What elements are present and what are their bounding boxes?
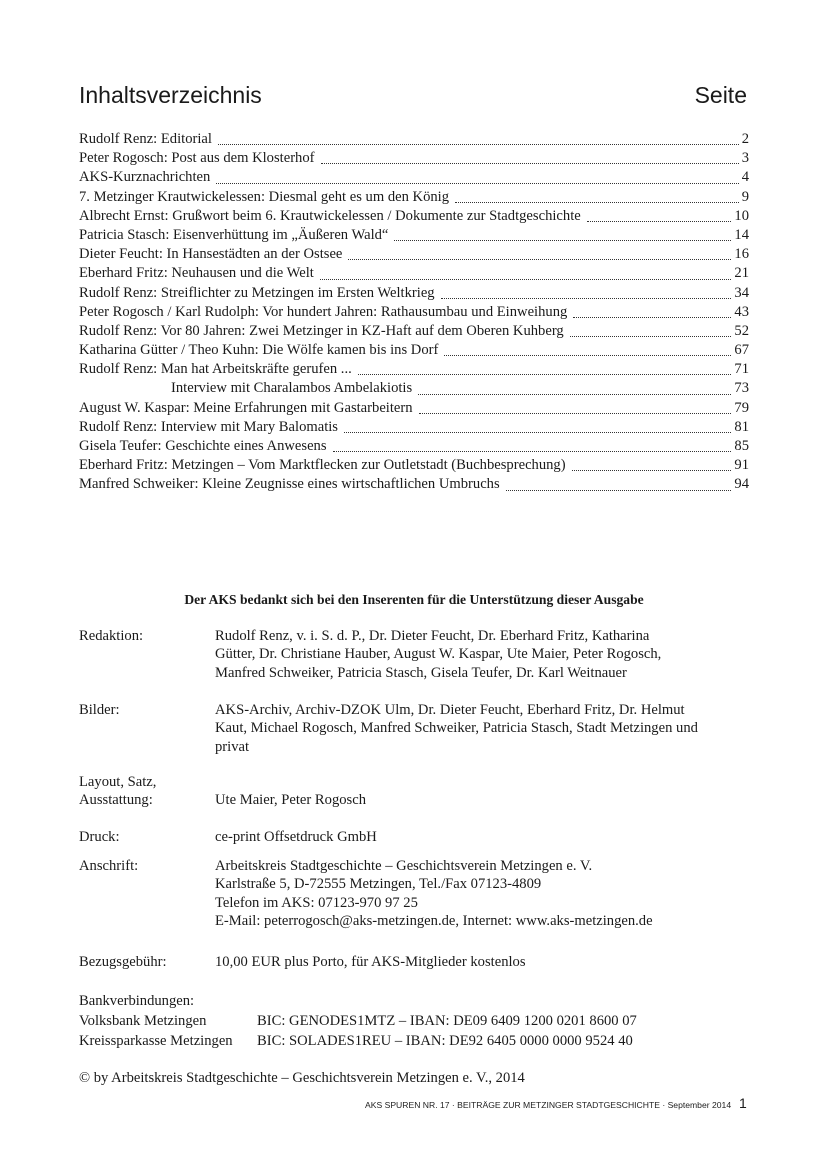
dot-leader [455,202,739,203]
toc-entry-page: 14 [734,226,749,243]
toc-entry-title: Albrecht Ernst: Grußwort beim 6. Krautwickelessen / Dokumente zur Stadtgeschichte [79,207,581,224]
imprint-value [215,627,755,682]
imprint-bilder [79,701,751,761]
toc-entry-page: 43 [734,303,749,320]
toc-page-label: Seite [694,82,747,108]
toc-entry[interactable] [79,360,749,379]
imprint-line: Manfred Schweiker, Patricia Stasch, Gisela Teufer, Dr. Karl Weitnauer [215,664,627,681]
toc-entry-title: Peter Rogosch: Post aus dem Klosterhof [79,150,315,167]
toc-title: Inhaltsverzeichnis [79,82,262,108]
toc-entry-page: 71 [734,361,749,378]
bank-codes: BIC: GENODES1MTZ – IBAN: DE09 6409 1200 0201 8600 07 [257,1013,637,1029]
bank-name: Volksbank Metzingen [79,1013,207,1029]
dot-leader [321,163,739,164]
imprint-value: Ute Maier, Peter Rogosch [215,792,366,809]
toc-entry-page: 21 [734,265,749,282]
dot-leader [320,279,732,280]
bank-account [79,1032,751,1052]
imprint-value [215,701,755,756]
bank-heading: Bankverbindungen: [79,993,195,1009]
toc-entry-title: Interview mit Charalambos Ambelakiotis [171,380,413,397]
toc-entry-page: 81 [734,418,749,435]
dot-leader [358,374,732,375]
toc-entry-page: 9 [741,188,749,205]
bank-codes: BIC: SOLADES1REU – IBAN: DE92 6405 0000 0000 9524 40 [257,1033,633,1049]
imprint-label-line: Layout, Satz, [79,774,157,790]
toc-entry-title: 7. Metzinger Krautwickelessen: Diesmal geht es um den König [79,188,450,205]
toc-entry[interactable] [79,207,749,226]
dot-leader [419,413,732,414]
toc-entry-title: Dieter Feucht: In Hansestädten an der Ostsee [79,246,343,263]
copyright-notice: © by Arbeitskreis Stadtgeschichte – Geschichtsverein Metzingen e. V., 2014 [79,1070,525,1086]
dot-leader [587,221,732,222]
toc-entry-page: 3 [741,150,749,167]
toc-entry-title: Rudolf Renz: Man hat Arbeitskräfte gerufen ... [79,361,352,378]
dot-leader [572,470,732,471]
imprint-value [215,857,755,931]
toc-entry[interactable] [79,456,749,475]
phone-line: Telefon im AKS: 07123-970 97 25 [215,894,418,911]
toc-entry-page: 10 [734,207,749,224]
imprint-druck [79,828,751,848]
bank-account [79,1012,751,1032]
toc-header [79,82,747,114]
imprint-redaktion [79,627,751,687]
imprint-line: Gütter, Dr. Christiane Hauber, August W. Kaspar, Ute Maier, Peter Rogosch, [215,646,662,663]
toc-entry[interactable] [79,168,749,187]
dot-leader [444,355,731,356]
toc-entry[interactable] [79,341,749,360]
toc-entry-title: Rudolf Renz: Interview mit Mary Balomatis [79,418,338,435]
dot-leader [441,298,732,299]
dot-leader [216,183,738,184]
toc-entry-title: Rudolf Renz: Editorial [79,131,212,147]
toc-entry[interactable] [79,379,749,398]
toc-entry-title: Gisela Teufer: Geschichte eines Anwesens [79,438,327,454]
dot-leader [394,240,731,241]
imprint-bezug [79,953,751,973]
toc-entry[interactable] [79,149,749,168]
toc-entry-title: August W. Kaspar: Meine Erfahrungen mit Gastarbeitern [79,399,413,416]
imprint-label-line: Ausstattung: [79,792,153,809]
dot-leader [348,259,731,260]
dot-leader [333,451,732,452]
toc-entry-title: Rudolf Renz: Streiflichter zu Metzingen im Ersten Weltkrieg [79,284,435,301]
dot-leader [573,317,731,318]
toc-entry-page: 73 [734,380,749,397]
toc-entry-page: 94 [734,476,749,493]
imprint-label: Redaktion: [79,628,144,644]
imprint-value: 10,00 EUR plus Porto, für AKS-Mitglieder kostenlos [215,954,526,970]
toc-entry-title: Rudolf Renz: Vor 80 Jahren: Zwei Metzinger in KZ-Haft auf dem Oberen Kuhberg [79,322,564,339]
toc-entry-title: Manfred Schweiker: Kleine Zeugnisse eines wirtschaftlichen Umbruchs [79,476,500,493]
dot-leader [418,394,731,395]
imprint-line: privat [215,738,250,755]
toc-entry[interactable] [79,437,749,456]
bank-name: Kreissparkasse Metzingen [79,1033,233,1049]
table-of-contents [79,130,749,495]
toc-entry[interactable] [79,399,749,418]
imprint-line: Rudolf Renz, v. i. S. d. P., Dr. Dieter Feucht, Dr. Eberhard Fritz, Katharina [215,628,650,644]
toc-entry-title: Patricia Stasch: Eisenverhüttung im „Äußeren Wald“ [79,226,389,243]
imprint-value: ce-print Offsetdruck GmbH [215,829,377,845]
toc-entry-title: Eberhard Fritz: Metzingen – Vom Marktflecken zur Outletstadt (Buchbesprechung) [79,457,566,474]
dot-leader [344,432,731,433]
imprint-line: Kaut, Michael Rogosch, Manfred Schweiker, Patricia Stasch, Stadt Metzingen und [215,720,698,737]
toc-entry[interactable] [79,264,749,283]
contact-line: E-Mail: peterrogosch@aks-metzingen.de, Internet: www.aks-metzingen.de [215,913,653,930]
page-number: 1 [739,1095,747,1111]
toc-entry[interactable] [79,284,749,303]
imprint-label: Bilder: [79,702,120,718]
toc-entry-title: Eberhard Fritz: Neuhausen und die Welt [79,265,314,282]
toc-entry[interactable] [79,130,749,149]
running-footer: AKS SPUREN NR. 17 · BEITRÄGE ZUR METZINGER STADTGESCHICHTE · September 2014 [365,1100,732,1110]
address-line: Arbeitskreis Stadtgeschichte – Geschichtsverein Metzingen e. V. [215,858,593,874]
toc-entry-page: 67 [734,342,749,359]
sponsor-thanks: Der AKS bedankt sich bei den Inserenten für die Unterstützung dieser Ausgabe [184,592,644,607]
toc-entry-page: 34 [734,284,749,301]
address-line: Karlstraße 5, D-72555 Metzingen, Tel./Fax 07123-4809 [215,876,542,893]
imprint-label: Anschrift: [79,858,139,874]
dot-leader [506,490,732,491]
toc-entry[interactable] [79,245,749,264]
imprint-label: Druck: [79,829,120,845]
toc-entry-page: 16 [734,246,749,263]
bank-details [79,992,751,1052]
toc-entry[interactable] [79,475,749,494]
toc-entry-page: 91 [734,457,749,474]
dot-leader [218,144,739,145]
toc-entry[interactable] [79,188,749,207]
imprint-anschrift [79,857,751,933]
toc-entry[interactable] [79,226,749,245]
toc-entry-page: 4 [741,169,749,186]
toc-entry-page: 85 [734,438,749,454]
toc-entry-page: 79 [734,399,749,416]
toc-entry-title: Katharina Gütter / Theo Kuhn: Die Wölfe kamen bis ins Dorf [79,342,439,359]
toc-entry-page: 52 [734,322,749,339]
toc-entry[interactable] [79,418,749,437]
dot-leader [570,336,732,337]
imprint-line: AKS-Archiv, Archiv-DZOK Ulm, Dr. Dieter Feucht, Eberhard Fritz, Dr. Helmut [215,702,685,718]
imprint-label: Bezugsgebühr: [79,954,167,970]
toc-entry-title: AKS-Kurznachrichten [79,169,211,186]
imprint-layout [79,773,751,813]
toc-entry-page: 2 [741,131,749,147]
toc-entry[interactable] [79,322,749,341]
imprint-label [79,773,215,810]
toc-entry-title: Peter Rogosch / Karl Rudolph: Vor hundert Jahren: Rathausumbau und Einweihung [79,303,568,320]
toc-entry[interactable] [79,303,749,322]
